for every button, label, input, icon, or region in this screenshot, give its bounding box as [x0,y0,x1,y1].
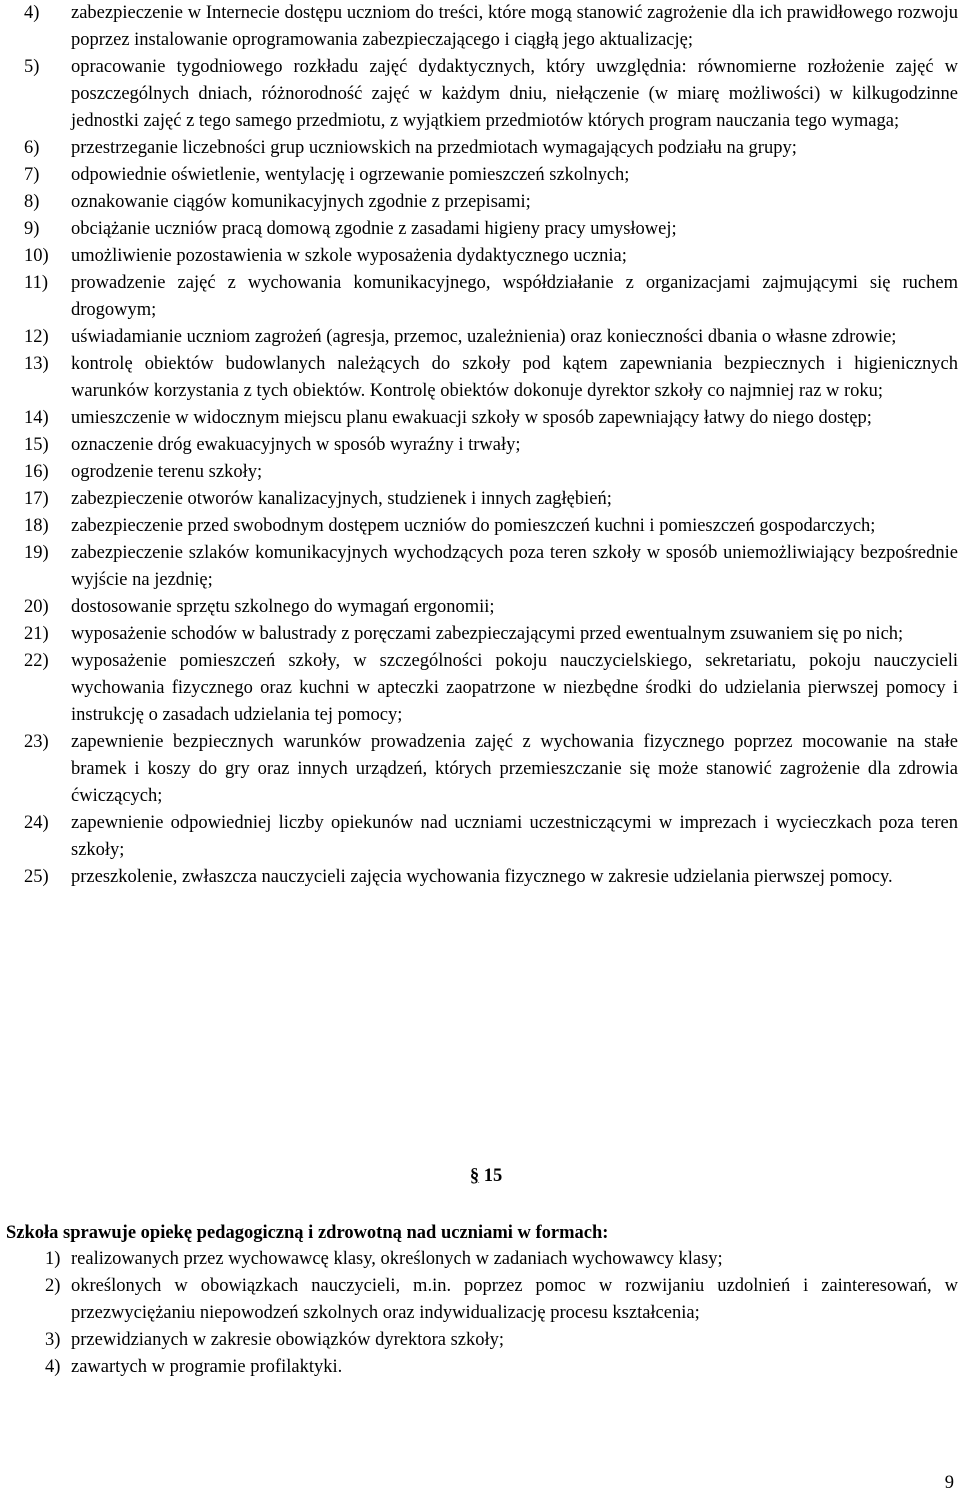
item-text: umożliwienie pozostawienia w szkole wyposażenia dydaktycznego ucznia; [71,246,627,266]
item-text: obciążanie uczniów pracą domową zgodnie z zasadami higieny pracy umysłowej; [71,219,677,239]
list-item [0,432,958,459]
page-number: 9 [944,1473,954,1493]
list-item [0,270,958,324]
item-number: 9) [24,219,40,239]
list-item [0,0,958,54]
item-text: oznaczenie dróg ewakuacyjnych w sposób wyraźny i trwały; [71,435,521,455]
item-number: 8) [24,192,40,212]
item-text: ogrodzenie terenu szkoły; [71,462,263,482]
item-number: 6) [24,138,40,158]
item-text: zapewnienie odpowiedniej liczby opiekunów nad uczniami uczestniczącymi w imprezach i wycieczkach poza teren szkoły; [71,813,958,860]
list-item [0,54,958,135]
care-forms-list [0,1246,958,1381]
item-number: 16) [24,462,49,482]
list-item [0,351,958,405]
list-item [0,486,958,513]
item-number: 4) [24,3,40,23]
item-number: 5) [24,57,40,77]
item-number: 11) [24,273,48,293]
list-item [0,729,958,810]
item-number: 13) [24,354,49,374]
list-item [0,324,958,351]
item-text: wyposażenie pomieszczeń szkoły, w szczególności pokoju nauczycielskiego, sekretariatu, pokoju nauczycieli wychowania fizycznego oraz kuchni w apteczki zaopatrzone w niezbędne środki do udzielania pierwszej pomocy i instrukcję o zasadach udzielania tej pomocy; [71,651,958,725]
item-text: odpowiednie oświetlenie, wentylację i ogrzewanie pomieszczeń szkolnych; [71,165,630,185]
item-number: 24) [24,813,49,833]
section-number: 15 [483,1166,503,1186]
list-item [0,1246,958,1273]
list-item [0,810,958,864]
item-text: uświadamianie uczniom zagrożeń (agresja, przemoc, uzależnienia) oraz konieczności dbania o własne zdrowie; [71,327,897,347]
item-number: 19) [24,543,49,563]
item-number: 7) [24,165,40,185]
item-text: określonych w obowiązkach nauczycieli, m.in. poprzez pomoc w rozwijaniu uzdolnień i zainteresowań, w przezwyciężaniu niepowodzeń szkolnych oraz indywidualizację procesu kształcenia; [71,1276,958,1323]
item-number: 21) [24,624,49,644]
list-item [0,405,958,432]
list-item [0,513,958,540]
section-intro: Szkoła sprawuje opiekę pedagogiczną i zdrowotną nad uczniami w formach: [6,1223,609,1243]
item-number: 14) [24,408,49,428]
item-number: 23) [24,732,49,752]
item-text: umieszczenie w widocznym miejscu planu ewakuacji szkoły w sposób zapewniający łatwy do niego dostęp; [71,408,872,428]
section-symbol: § [469,1166,480,1186]
item-text: opracowanie tygodniowego rozkładu zajęć dydaktycznych, który uwzględnia: równomierne rozłożenie zajęć w poszczególnych dniach, różnorodność zajęć w każdym dniu, niełączenie (w miarę możliwości) w kilkugodzinne jednostki zajęć z tego samego przedmiotu, z wyjątkiem przedmiotów których program nauczania tego wymaga; [71,57,958,131]
section-heading [0,1163,960,1190]
item-number: 4) [45,1357,61,1377]
list-item [0,540,958,594]
item-text: przestrzeganie liczebności grup uczniowskich na przedmiotach wymagających podziału na grupy; [71,138,797,158]
item-text: przewidzianych w zakresie obowiązków dyrektora szkoły; [71,1330,505,1350]
item-text: zawartych w programie profilaktyki. [71,1357,343,1377]
item-text: zapewnienie bezpiecznych warunków prowadzenia zajęć z wychowania fizycznego poprzez mocowanie na stałe bramek i koszy do gry oraz innych urządzeń, których przemieszczanie się może stanowić zagrożenie dla zdrowia ćwiczących; [71,732,958,806]
item-text: wyposażenie schodów w balustrady z poręczami zabezpieczającymi przed ewentualnym zsuwaniem się po nich; [71,624,904,644]
item-text: zabezpieczenie w Internecie dostępu uczniom do treści, które mogą stanowić zagrożenie dla ich prawidłowego rozwoju poprzez instalowanie oprogramowania zabezpieczającego i ciągłą jego aktualizację; [71,3,958,50]
item-text: prowadzenie zajęć z wychowania komunikacyjnego, współdziałanie z organizacjami zajmującymi się ruchem drogowym; [71,273,958,320]
item-number: 1) [45,1249,61,1269]
item-number: 2) [45,1276,61,1296]
list-item [0,1327,958,1354]
item-number: 18) [24,516,49,536]
list-item [0,459,958,486]
item-number: 3) [45,1330,61,1350]
list-item [0,621,958,648]
item-number: 12) [24,327,49,347]
list-item [0,594,958,621]
item-text: zabezpieczenie przed swobodnym dostępem uczniów do pomieszczeń kuchni i pomieszczeń gospodarczych; [71,516,876,536]
item-text: przeszkolenie, zwłaszcza nauczycieli zajęcia wychowania fizycznego w zakresie udzielania pierwszej pomocy. [71,867,893,887]
list-item [0,216,958,243]
item-text: realizowanych przez wychowawcę klasy, określonych w zadaniach wychowawcy klasy; [71,1249,723,1269]
list-item [0,648,958,729]
item-number: 20) [24,597,49,617]
item-text: oznakowanie ciągów komunikacyjnych zgodnie z przepisami; [71,192,531,212]
list-item [0,243,958,270]
list-item [0,864,958,891]
item-text: dostosowanie sprzętu szkolnego do wymagań ergonomii; [71,597,495,617]
list-item [0,189,958,216]
list-item [0,1354,958,1381]
item-number: 17) [24,489,49,509]
item-number: 10) [24,246,49,266]
list-item [0,1273,958,1327]
item-number: 15) [24,435,49,455]
item-number: 25) [24,867,49,887]
item-number: 22) [24,651,49,671]
list-item [0,162,958,189]
item-text: zabezpieczenie szlaków komunikacyjnych wychodzących poza teren szkoły w sposób uniemożliwiający bezpośrednie wyjście na jezdnię; [71,543,958,590]
item-text: zabezpieczenie otworów kanalizacyjnych, studzienek i innych zagłębień; [71,489,612,509]
item-text: kontrolę obiektów budowlanych należących do szkoły pod kątem zapewniania bezpiecznych i higienicznych warunków korzystania z tych obiektów. Kontrolę obiektów dokonuje dyrektor szkoły co najmniej raz w roku; [71,354,958,401]
list-item [0,135,958,162]
